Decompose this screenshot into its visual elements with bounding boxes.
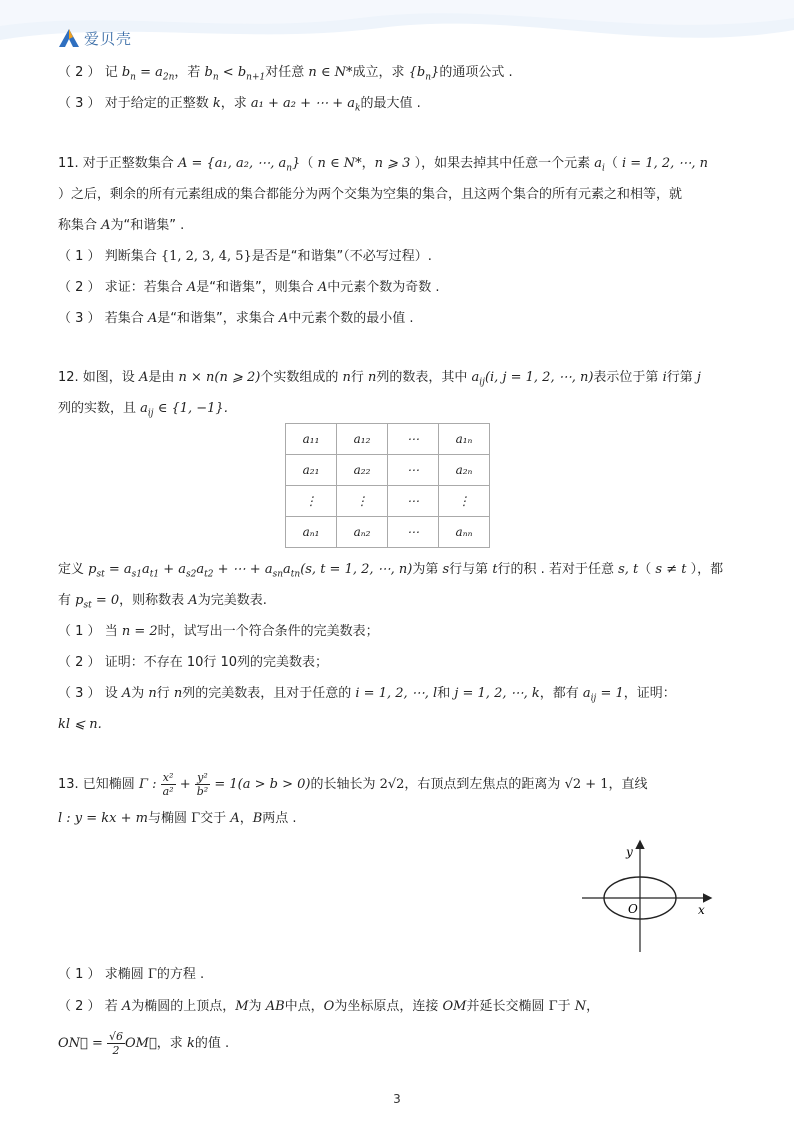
table-cell: ⋮: [439, 486, 490, 517]
brand-name: 爱贝壳: [84, 29, 133, 48]
table-cell: a₂₂: [337, 455, 388, 486]
q13-stem-line1: 13. 已知椭圆 Γ : $\frac{\text{x²}}{\text{a²}}$ + $\frac{\text{y²}}{\text{b²}}$ = 1(a > b > 0)的长轴长为 2√2，右顶点到左焦点的距离为 √2 + 1，直线: [58, 771, 648, 798]
shell-logo-icon: [58, 28, 80, 48]
matrix-table: [285, 423, 490, 548]
q10-part3: （ 3 ） 对于给定的正整数 k，求 a₁ + a₂ + ⋯ + $a_k$的最大值 .: [58, 96, 421, 114]
q12-stem-line1: 12. 如图，设 A是由 n × n(n ⩾ 2)个实数组成的 n行 n列的数表，其中 $a_{ij}(i$, j = 1, 2, ⋯, n)表示位于第 i行第 j: [58, 370, 701, 388]
q11-stem-line2: ）之后，剩余的所有元素组成的集合都能分为两个交集为空集的集合，且这两个集合的所有元素之和相等，就: [58, 187, 683, 202]
table-cell: ⋯: [388, 455, 439, 486]
q13-part1: （ 1 ） 求椭圆 Γ的方程 .: [58, 967, 205, 982]
q12-definition-line1: 定义 $p_{st} = a_{s1}a_{t1} + a_{s2}a_{t2}$ + ⋯ + $a_{sn}a_{tn}(s$, t = 1, 2, ⋯, n)为第 s行与第 t行的积 . 若对于任意 s, t（ s ≠ t ），都: [58, 562, 724, 580]
table-cell: ⋮: [337, 486, 388, 517]
ellipse-figure: [578, 838, 718, 956]
table-cell: a₂ₙ: [439, 455, 490, 486]
table-row: [286, 455, 490, 486]
y-axis-label: y: [626, 845, 633, 859]
page-number: 3: [393, 1092, 401, 1106]
table-cell: aₙ₂: [337, 517, 388, 548]
table-row: [286, 424, 490, 455]
table-cell: a₁₂: [337, 424, 388, 455]
table-cell: aₙₙ: [439, 517, 490, 548]
q11-stem-line3: 称集合 A为“和谐集” .: [58, 218, 185, 233]
q12-stem-line2: 列的实数，且 $a_{ij}$ ∈ {1, −1}.: [58, 401, 228, 419]
q12-part1: （ 1 ） 当 n = 2时，试写出一个符合条件的完美数表；: [58, 624, 379, 639]
fraction: $\frac{\text{y²}}{\text{b²}}$: [196, 771, 209, 798]
x-axis-label: x: [698, 903, 705, 917]
table-cell: a₂₁: [286, 455, 337, 486]
brand-logo: [58, 28, 132, 48]
table-cell: ⋯: [388, 517, 439, 548]
q12-definition-line2: 有 $p_{st} = 0$，则称数表 A为完美数表.: [58, 593, 267, 611]
table-cell: ⋮: [286, 486, 337, 517]
table-cell: aₙ₁: [286, 517, 337, 548]
q11-part3: （ 3 ） 若集合 A是“和谐集”，求集合 A中元素个数的最小值 .: [58, 311, 414, 326]
q13-stem-line2: l : y = kx + m与椭圆 Γ交于 A，B两点 .: [58, 811, 297, 826]
fraction: $\frac{√6}{2}$: [109, 1030, 124, 1057]
fraction: $\frac{\text{x²}}{\text{a²}}$: [162, 771, 174, 798]
table-cell: ⋯: [388, 486, 439, 517]
q10-part2: （ 2 ） 记 $b_n = a_{2n}$，若 $b_n < b_{n+1}$对任意 n ∈ N*成立，求 $\{b_n\}$的通项公式 .: [58, 65, 513, 83]
q11-stem-line1: 11. 对于正整数集合 A = {a₁, a₂, ⋯, $a_n$}（ n ∈ N*，n ⩾ 3 ），如果去掉其中任意一个元素 $a_i$（ i = 1, 2, ⋯, n: [58, 156, 709, 174]
table-cell: ⋯: [388, 424, 439, 455]
q12-part3-conclusion: kl ⩽ n.: [58, 717, 102, 732]
table-row: [286, 486, 490, 517]
q13-part2: （ 2 ） 若 A为椭圆的上顶点，M为 AB中点，O为坐标原点，连接 OM并延长交椭圆 Γ于 N，: [58, 999, 600, 1014]
table-cell: a₁ₙ: [439, 424, 490, 455]
q12-part3: （ 3 ） 设 A为 n行 n列的完美数表，且对于任意的 i = 1, 2, ⋯, l和 j = 1, 2, ⋯, k，都有 $a_{ij} = 1$，证明：: [58, 686, 676, 704]
table-cell: a₁₁: [286, 424, 337, 455]
q11-part2: （ 2 ） 求证：若集合 A是“和谐集”，则集合 A中元素个数为奇数 .: [58, 280, 440, 295]
q11-part1: （ 1 ） 判断集合 {1, 2, 3, 4, 5}是否是“和谐集”（不必写过程）.: [58, 249, 432, 264]
table-row: [286, 517, 490, 548]
q13-part2-condition: ON⃗ = $\frac{√6}{2}$ OM⃗，求 k的值 .: [58, 1030, 230, 1057]
q12-part2: （ 2 ） 证明：不存在 10行 10列的完美数表；: [58, 655, 329, 670]
origin-label: O: [628, 902, 638, 916]
